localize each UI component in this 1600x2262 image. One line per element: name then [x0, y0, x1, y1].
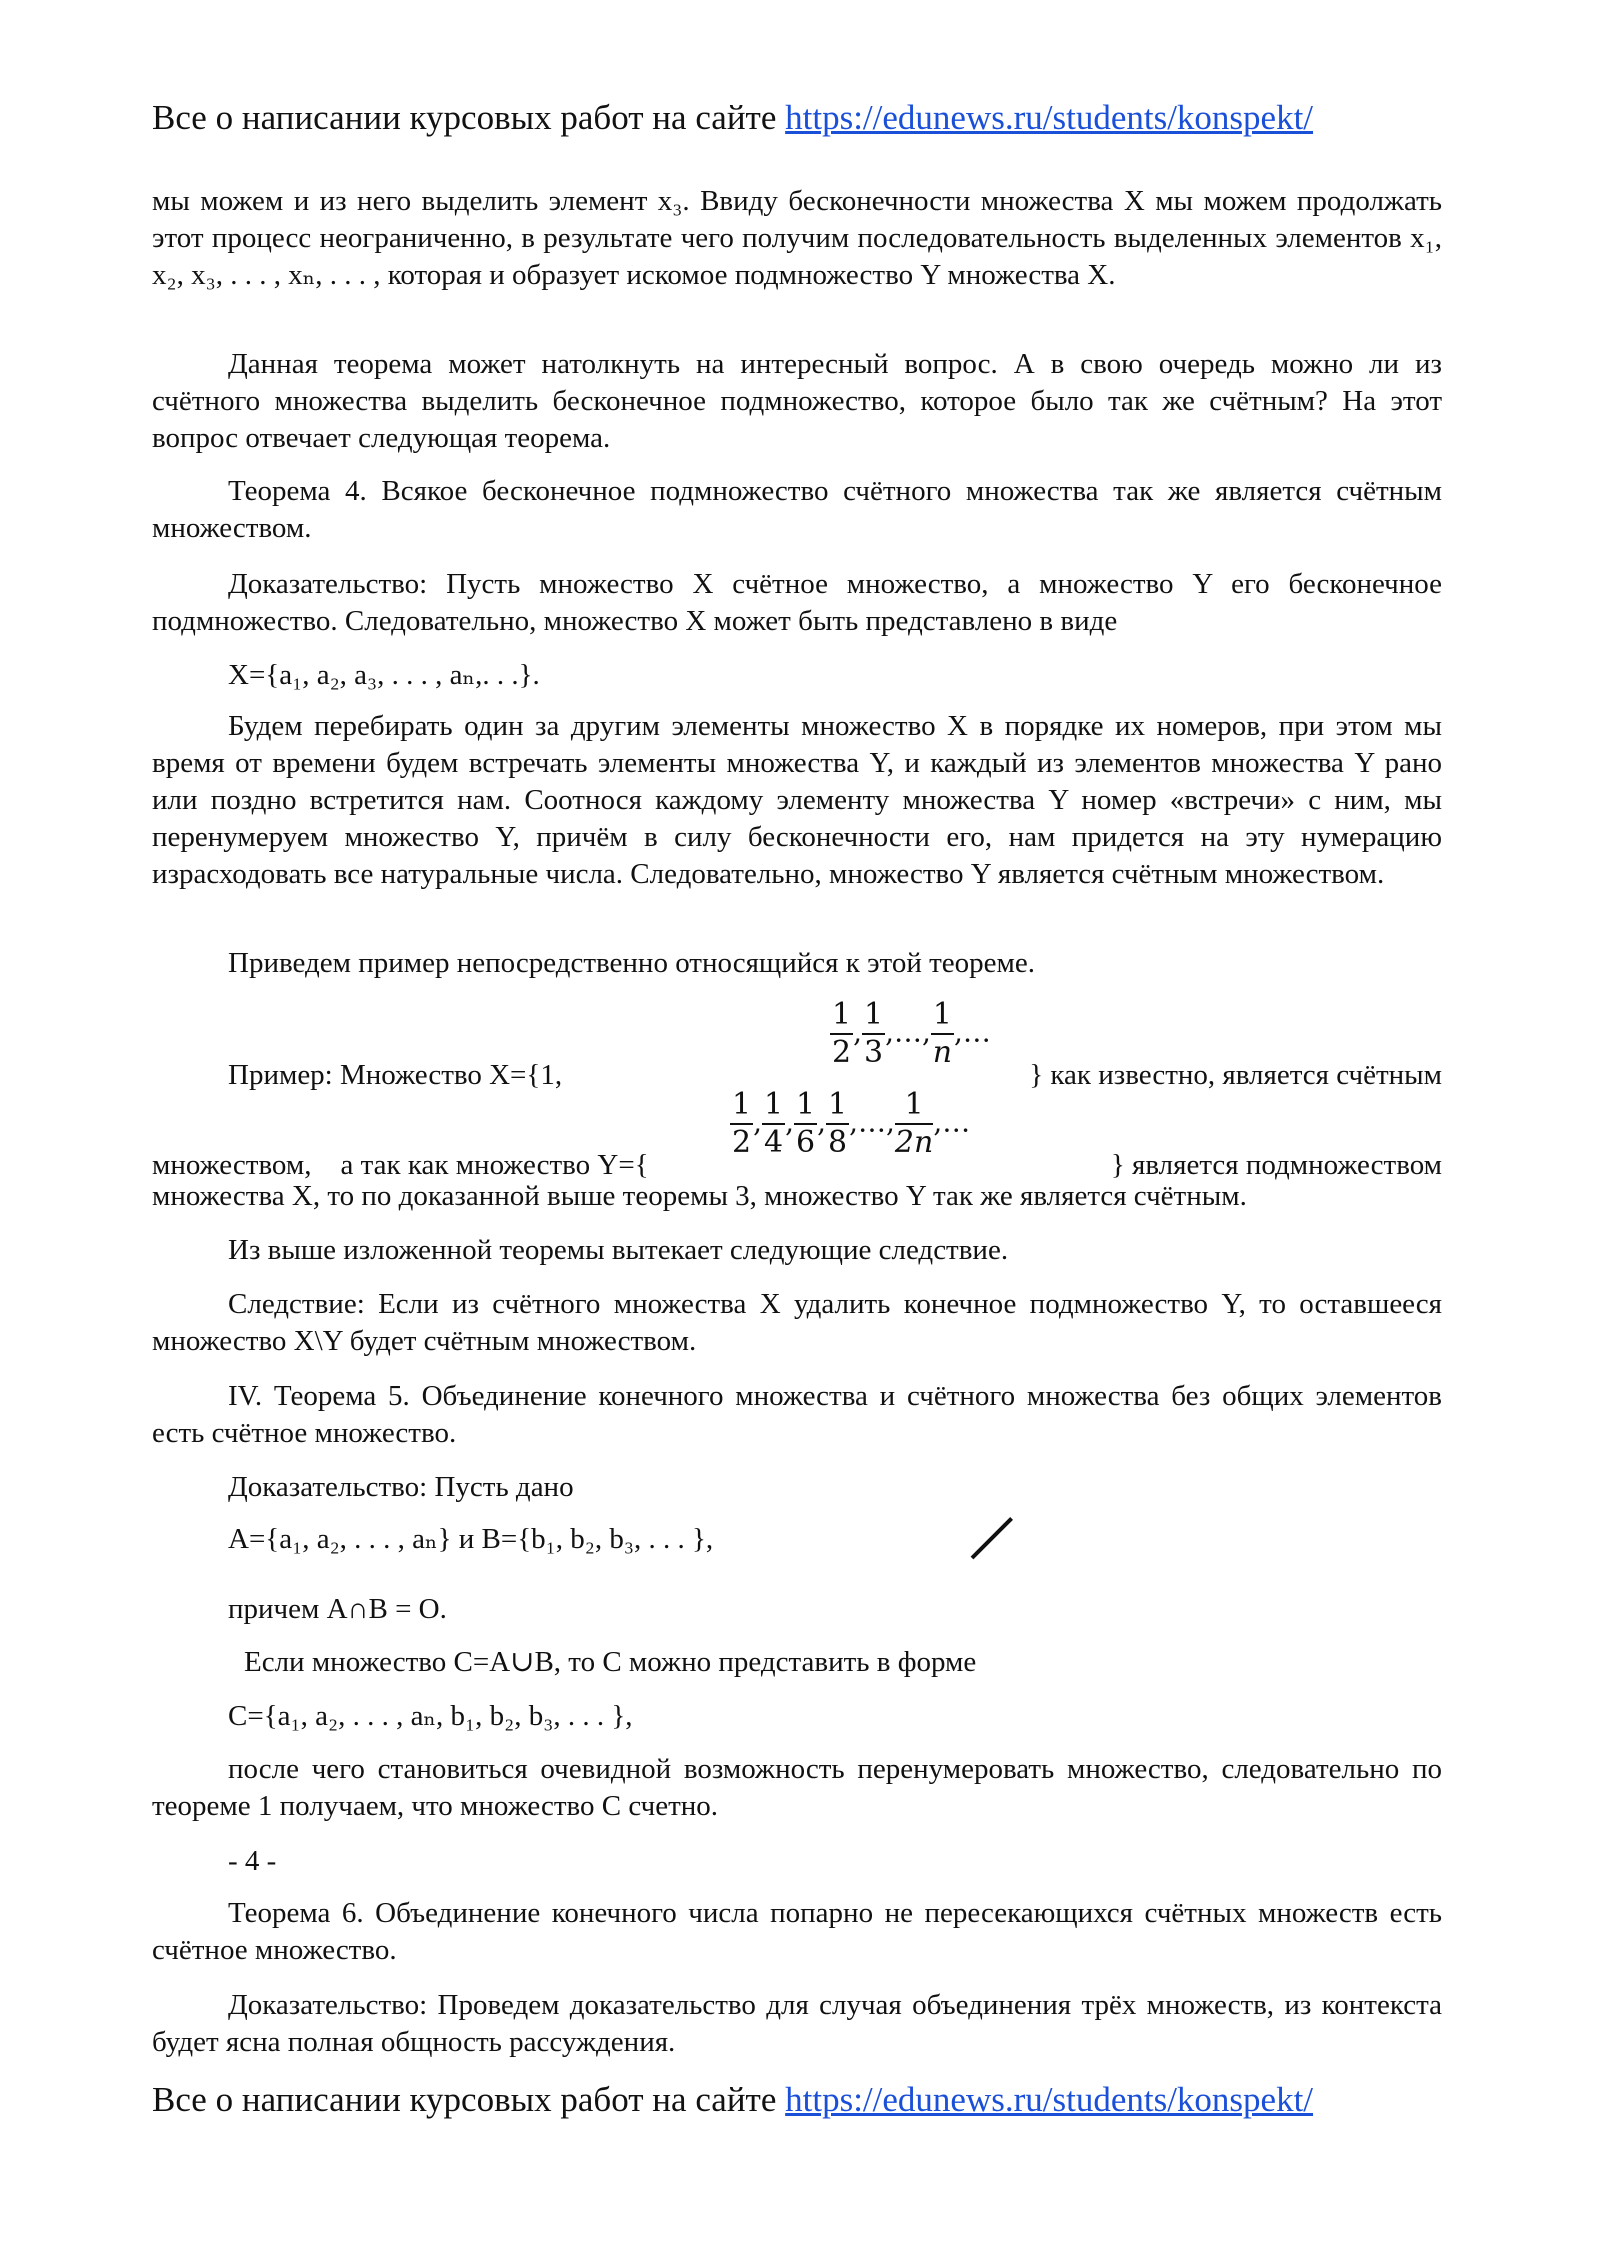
fraction: $\frac{1}{n}$	[932, 997, 953, 1070]
proof: Доказательство: Пусть дано	[228, 1471, 574, 1503]
footer-banner	[152, 2078, 1313, 2122]
intersection-line: причем A∩B = O.	[228, 1593, 447, 1625]
banner-link[interactable]: https://edunews.ru/students/konspekt/	[785, 98, 1314, 137]
theorem-4: Теорема 4. Всякое бесконечное подмножество счётного множества так же является счётным множеством.	[152, 475, 1442, 544]
fraction: $\frac{1}{2}$	[832, 997, 852, 1070]
proof: Доказательство: Проведем доказательство для случая объединения трёх множеств, из контекста будет ясна полная общность рассуждения.	[152, 1989, 1442, 2058]
paragraph: Приведем пример непосредственно относящийся к этой теореме.	[228, 947, 1036, 979]
example-suffix: } как известно, является счётным	[1029, 1059, 1442, 1091]
banner-link[interactable]: https://edunews.ru/students/konspekt/	[785, 2080, 1314, 2119]
fraction: $\frac{1}{3}$	[864, 997, 884, 1070]
fraction: $\frac{1}{8}$	[828, 1087, 848, 1160]
paragraph: Данная теорема может натолкнуть на интересный вопрос. А в свою очередь можно ли из счётного множества выделить бесконечное подмножество, которое было так же счётным? На этот вопрос отвечает следующая теорема.	[152, 348, 1442, 454]
paragraph: Если множество C=A∪B, то C можно представить в форме	[244, 1646, 977, 1678]
fraction: $\frac{1}{4}$	[764, 1087, 784, 1160]
example-line-1	[228, 995, 1442, 1091]
paragraph: Будем перебирать один за другим элементы множество X в порядке их номеров, при этом мы время от времени будем встречать элементы множества Y, и каждый из элементов множества Y рано или поздно встретится нам. Соотнося каждому элементу множества Y номер «встречи» с ним, мы перенумеруем множество Y, причём в силу бесконечности его, нам придется на эту нумерацию израсходовать все натуральные числа. Следовательно, множество Y является счётным множеством.	[152, 710, 1442, 890]
set-x-sequence: $\frac{1}{2}$ , $\frac{1}{3}$ ,…, $\frac{1}{n}$ ,…	[832, 997, 991, 1070]
example-prefix: Пример: Множество X={1,	[228, 1059, 563, 1091]
corollary: Следствие: Если из счётного множества X удалить конечное подмножество Y, то оставшееся множество X\Y будет счётным множеством.	[152, 1288, 1442, 1357]
paragraph: после чего становиться очевидной возможность перенумеровать множество, следовательно по теореме 1 получаем, что множество C счетно.	[152, 1753, 1442, 1822]
banner-prefix: Все о написании курсовых работ на сайте	[152, 2080, 786, 2119]
set-c-definition: C={a₁, a₂, . . . , aₙ, b₁, b₂, b₃, . . . },	[228, 1700, 633, 1732]
set-y-sequence: $\frac{1}{2}$ , $\frac{1}{4}$ , $\frac{1}{6}$ , $\frac{1}{8}$ ,…, $\frac{1}{2n}$ ,…	[732, 1087, 971, 1160]
theorem-6: Теорема 6. Объединение конечного числа попарно не пересекающихся счётных множеств есть счётное множество.	[152, 1897, 1442, 1966]
set-x-definition: X={a₁, a₂, a₃, . . . , aₙ,. . .}.	[228, 659, 540, 691]
proof: Доказательство: Пусть множество X счётное множество, а множество Y его бесконечное подмножество. Следовательно, множество X может быть представлено в виде	[152, 568, 1442, 637]
paragraph: мы можем и из него выделить элемент x₃. Ввиду бесконечности множества X мы можем продолжать этот процесс неограниченно, в результате чего получим последовательность выделенных элементов x₁, x₂, x₃, . . . , xₙ, . . . , которая и образует искомое подмножество Y множества X.	[152, 185, 1442, 291]
theorem-5: IV. Теорема 5. Объединение конечного множества и счётного множества без общих элементов есть счётное множество.	[152, 1380, 1442, 1449]
fraction: $\frac{1}{2n}$	[894, 1087, 934, 1160]
page-number: - 4 -	[228, 1845, 277, 1877]
banner-prefix: Все о написании курсовых работ на сайте	[152, 98, 786, 137]
example-line-2-suffix: } является подмножеством	[1110, 1149, 1442, 1181]
paragraph: множества X, то по доказанной выше теоремы 3, множество Y так же является счётным.	[152, 1180, 1247, 1212]
fraction: $\frac{1}{6}$	[796, 1087, 816, 1160]
example-line-2	[152, 1085, 1442, 1181]
header-banner	[152, 96, 1313, 140]
fraction: $\frac{1}{2}$	[732, 1087, 752, 1160]
sets-a-b: A={a₁, a₂, . . . , aₙ} и B={b₁, b₂, b₃, . . . },	[228, 1523, 714, 1555]
paragraph: Из выше изложенной теоремы вытекает следующие следствие.	[228, 1234, 1009, 1266]
example-line-2-prefix: множеством, а так как множество Y={	[152, 1149, 649, 1181]
